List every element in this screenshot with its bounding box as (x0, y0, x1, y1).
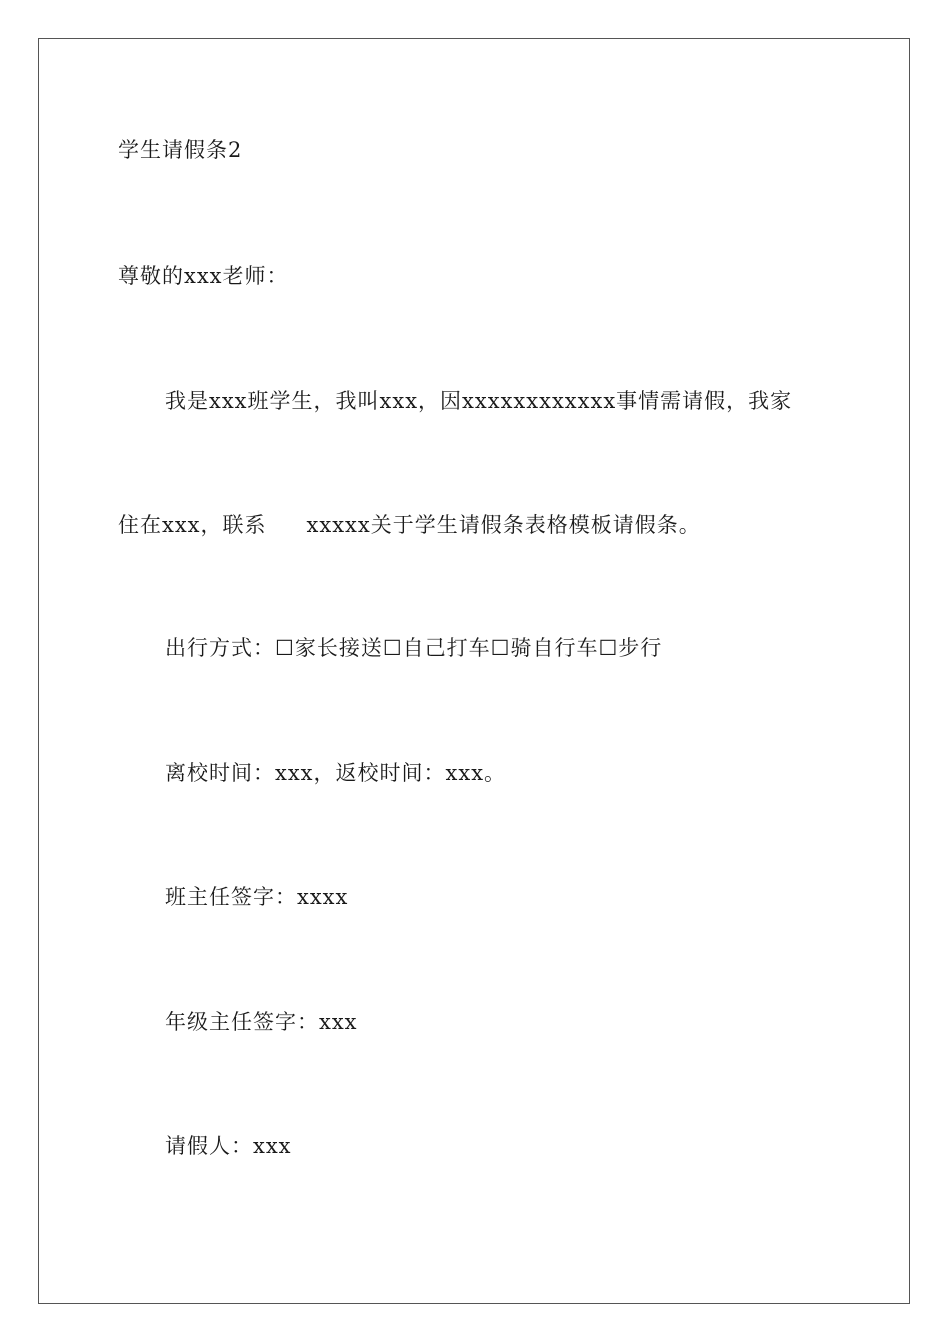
body-line-2-part-2: xxxxx关于学生请假条表格模板请假条。 (306, 513, 701, 537)
page-frame (38, 38, 910, 1304)
body-paragraph-line-1: 我是xxx班学生，我叫xxx，因xxxxxxxxxxxx事情需请假，我家 (165, 389, 793, 413)
body-line-2-part-1: 住在xxx，联系 (118, 513, 267, 537)
head-teacher-signature-line: 班主任签字：xxxx (165, 885, 349, 909)
requester-line: 请假人：xxx (165, 1134, 292, 1158)
grade-director-signature-line: 年级主任签字：xxx (165, 1010, 358, 1034)
leave-return-time-line: 离校时间：xxx，返校时间：xxx。 (165, 761, 507, 785)
salutation: 尊敬的xxx老师： (118, 264, 289, 288)
travel-mode-line: 出行方式：☐家长接送☐自己打车☐骑自行车☐步行 (165, 636, 663, 660)
body-paragraph-line-2 (118, 513, 701, 537)
document-title: 学生请假条2 (118, 138, 243, 162)
